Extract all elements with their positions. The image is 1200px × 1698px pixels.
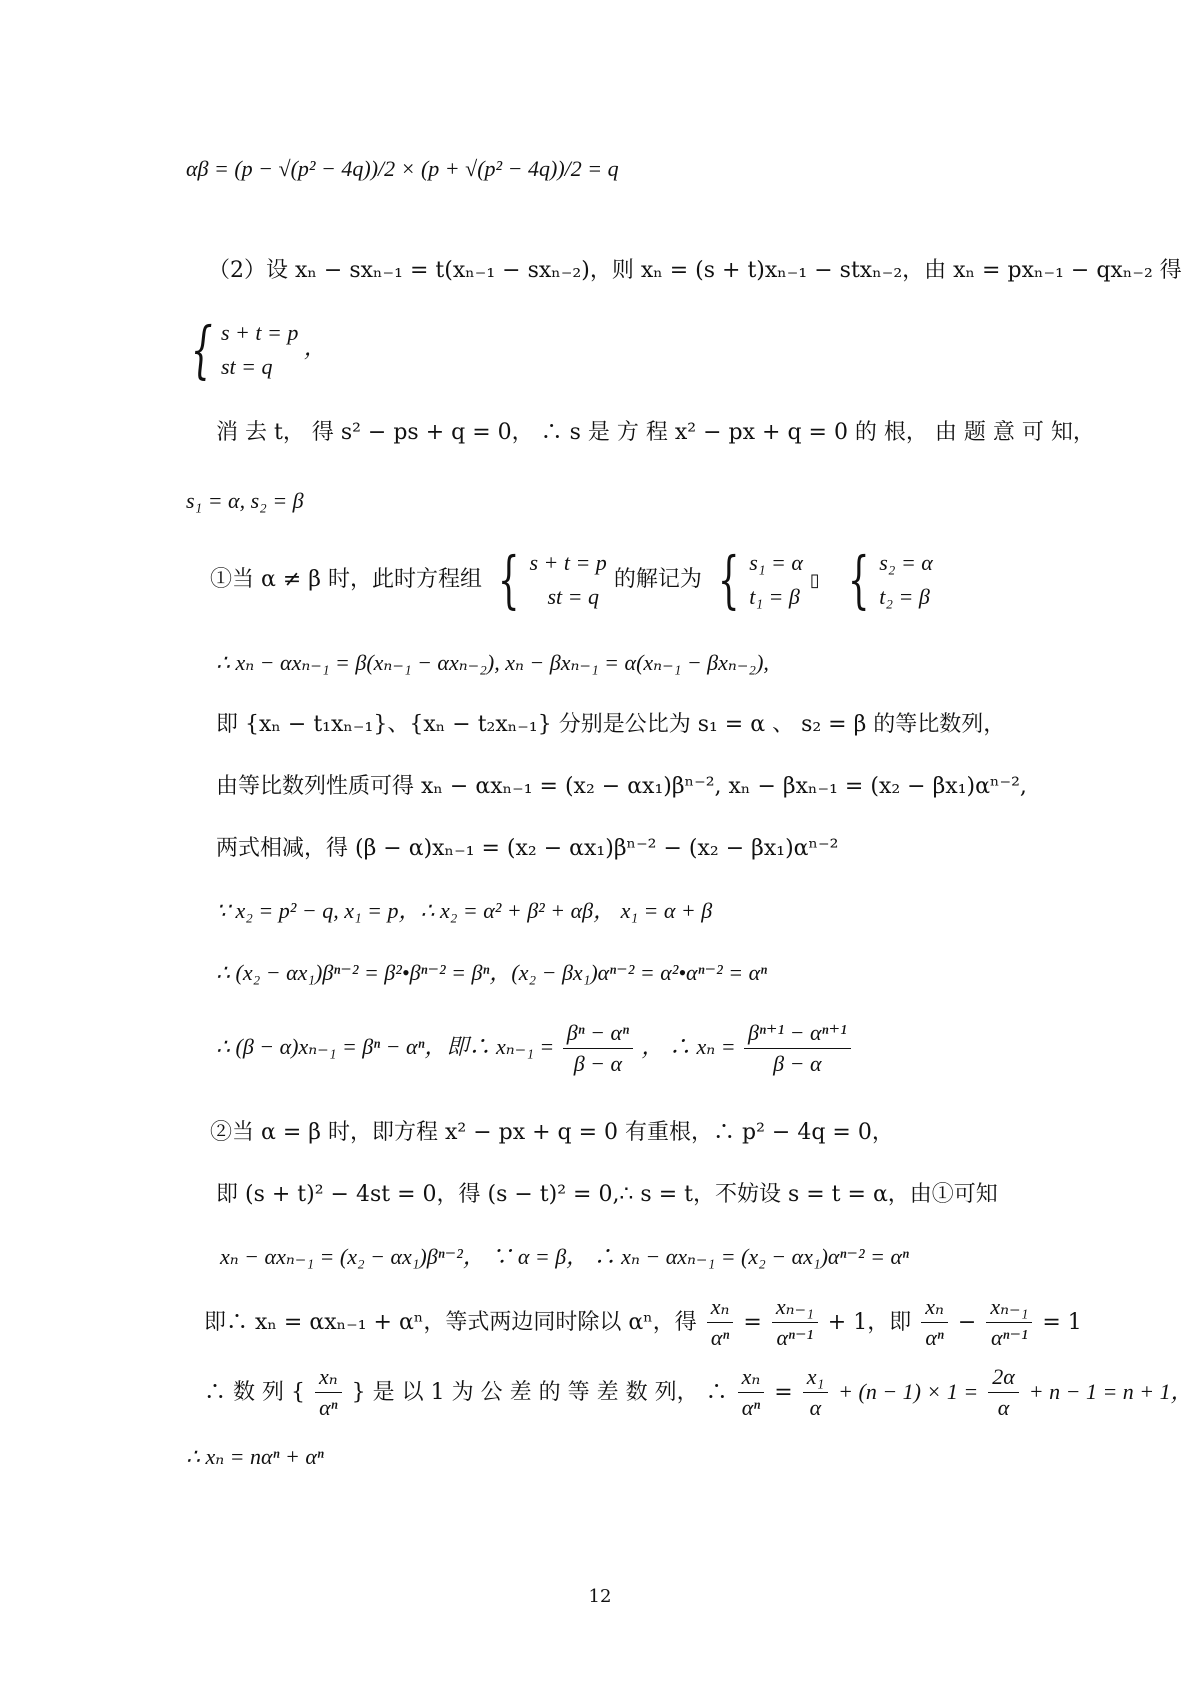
case-2: st = q (220, 354, 273, 379)
fraction-numerator: 2α (992, 1364, 1015, 1389)
arith-text-2: } 是 以 1 为 公 差 的 等 差 数 列， ∴ (351, 1379, 728, 1405)
equals: = (774, 1379, 793, 1405)
geometric-property-text: 由等比数列性质可得 xₙ − αxₙ₋₁ = (x₂ − αx₁)βⁿ⁻², xₙ − βxₙ₋₁ = (x₂ − βx₁)αⁿ⁻², (216, 774, 1027, 799)
equals: = (743, 1309, 762, 1335)
fraction-denominator: αⁿ (738, 1392, 765, 1421)
final-result (186, 1444, 324, 1470)
fraction-numerator: x₁ (806, 1364, 825, 1389)
initial-values-text: ∵ x₂ = p² − q, x₁ = p，∴ x₂ = α² + β² + αβ， x₁ = α + β (216, 898, 713, 923)
case-1: s + t = p (220, 320, 299, 345)
geometric-relations (216, 650, 769, 676)
fraction-denominator: β − α (563, 1048, 633, 1077)
arith-text-1: ∴ 数 列 { (204, 1379, 305, 1405)
geometric-relations-text: ∴ xₙ − αxₙ₋₁ = β(xₙ₋₁ − αxₙ₋₂), xₙ − βxₙ₋₁ = α(xₙ₋₁ − βxₙ₋₂), (216, 650, 769, 675)
fraction-b (772, 1294, 818, 1352)
comma: ， (303, 335, 326, 361)
case-a-2: st = q (547, 584, 599, 609)
minus: − (957, 1309, 977, 1335)
case-2-text: ②当 α = β 时，即方程 x² − px + q = 0 有重根，∴ p² − 4q = 0， (210, 1120, 894, 1145)
system-s-t (182, 313, 326, 386)
fraction-f (738, 1364, 765, 1422)
divide-by-alpha-n (204, 1294, 1082, 1352)
case-1-heading (210, 543, 933, 616)
fraction-xn (744, 1020, 851, 1078)
arith-text-4: + n − 1 = n + 1， (1028, 1378, 1193, 1404)
fraction-h (988, 1364, 1019, 1422)
fraction-d (986, 1294, 1032, 1352)
case-b-1: s₁ = α (749, 550, 803, 575)
final-result-text: ∴ xₙ = nαⁿ + αⁿ (186, 1444, 324, 1469)
fraction-denominator: α (803, 1392, 828, 1421)
fraction-denominator: αⁿ⁻¹ (772, 1322, 818, 1351)
fraction-denominator: αⁿ (315, 1392, 342, 1421)
fraction-numerator: xₙ (741, 1364, 761, 1389)
fraction-g (803, 1364, 828, 1422)
roots-s (186, 488, 304, 514)
fraction-numerator: βⁿ − αⁿ (566, 1020, 630, 1045)
fraction-numerator: xₙ (318, 1364, 338, 1389)
recurrence-case-2-text: xₙ − αxₙ₋₁ = (x₂ − αx₁)βⁿ⁻²， ∵ α = β， ∴ xₙ − αxₙ₋₁ = (x₂ − αx₁)αⁿ⁻² = αⁿ (220, 1244, 909, 1269)
fraction-numerator: xₙ (710, 1294, 730, 1319)
initial-values (216, 898, 712, 924)
fraction-e (315, 1364, 342, 1422)
solution-label: 的解记为 (613, 567, 702, 592)
system-cases-b (749, 546, 803, 614)
subtract-equations-text: 两式相减，得 (β − α)xₙ₋₁ = (x₂ − αx₁)βⁿ⁻² − (x₂ − βx₁)αⁿ⁻² (216, 836, 839, 861)
system-cases-c (879, 546, 933, 614)
result-case-1 (216, 1020, 854, 1078)
geometric-property (216, 774, 1027, 800)
equals-one: = 1 (1042, 1309, 1082, 1335)
recurrence-case-2 (220, 1244, 909, 1270)
geometric-sequences (216, 712, 1005, 738)
case-c-2: t₂ = β (879, 584, 930, 609)
fraction-denominator: αⁿ (707, 1322, 734, 1351)
system-cases-a (529, 546, 606, 614)
step-2-setup (208, 258, 1182, 284)
left-brace: { (190, 313, 213, 386)
simplify-terms (216, 960, 767, 986)
result-case-1-text: ∴ (β − α)xₙ₋₁ = βⁿ − αⁿ，即∴ xₙ₋₁ = (216, 1033, 555, 1059)
system-cases (221, 316, 298, 384)
fraction-xn1 (563, 1020, 633, 1078)
fraction-c (921, 1294, 948, 1352)
page-number: 12 (588, 1586, 612, 1607)
subtract-equations (216, 836, 838, 862)
fraction-a (707, 1294, 734, 1352)
arith-text-3: + (n − 1) × 1 = (838, 1378, 979, 1404)
fraction-numerator: βⁿ⁺¹ − αⁿ⁺¹ (748, 1020, 847, 1045)
simplify-terms-text: ∴ (x₂ − αx₁)βⁿ⁻² = β²•βⁿ⁻² = βⁿ，(x₂ − βx₁)αⁿ⁻² = α²•αⁿ⁻² = αⁿ (216, 960, 768, 985)
case-b-2: t₁ = β (749, 584, 800, 609)
eliminate-t-text: 消 去 t， 得 s² − ps + q = 0， ∴ s 是 方 程 x² − px + q = 0 的 根， 由 题 意 可 知， (216, 420, 1095, 445)
fraction-numerator: xₙ (925, 1294, 944, 1319)
case-a-1: s + t = p (529, 550, 607, 575)
placeholder-glyph: ▯ (809, 570, 820, 591)
left-brace: { (497, 543, 520, 616)
formula-text: αβ = (p − √(p² − 4q))/2 × (p + √(p² − 4q))/2 = q (186, 156, 619, 181)
case-c-1: s₂ = α (879, 550, 933, 575)
roots-s-text: s₁ = α, s₂ = β (186, 488, 304, 513)
eliminate-t (216, 420, 1095, 446)
left-brace: { (847, 543, 870, 616)
fraction-denominator: α (988, 1392, 1019, 1421)
case-2-heading (210, 1120, 894, 1146)
fraction-denominator: αⁿ (921, 1322, 948, 1351)
case-1-text: ①当 α ≠ β 时，此时方程组 (210, 567, 482, 592)
left-brace: { (717, 543, 740, 616)
double-root (216, 1182, 998, 1208)
geometric-sequences-text: 即 {xₙ − t₁xₙ₋₁}、{xₙ − t₂xₙ₋₁} 分别是公比为 s₁ = α 、 s₂ = β 的等比数列， (216, 712, 1006, 737)
step-2-text: （2）设 xₙ − sxₙ₋₁ = t(xₙ₋₁ − sxₙ₋₂)，则 xₙ = (s + t)xₙ₋₁ − stxₙ₋₂，由 xₙ = pxₙ₋₁ − qxₙ₋₂ 得 (208, 258, 1182, 283)
fraction-denominator: αⁿ⁻¹ (986, 1322, 1032, 1351)
arithmetic-sequence (204, 1364, 1193, 1422)
result-case-1-text-2: ， ∴ xₙ = (641, 1033, 736, 1059)
divide-text: 即∴ xₙ = αxₙ₋₁ + αⁿ，等式两边同时除以 αⁿ，得 (204, 1309, 697, 1335)
double-root-text: 即 (s + t)² − 4st = 0，得 (s − t)² = 0,∴ s = t，不妨设 s = t = α，由①可知 (216, 1182, 998, 1207)
plus-one-text: + 1，即 (827, 1309, 912, 1335)
fraction-denominator: β − α (744, 1048, 851, 1077)
formula-alpha-beta-product (186, 156, 619, 182)
fraction-numerator: xₙ₋₁ (775, 1294, 814, 1319)
fraction-numerator: xₙ₋₁ (990, 1294, 1029, 1319)
